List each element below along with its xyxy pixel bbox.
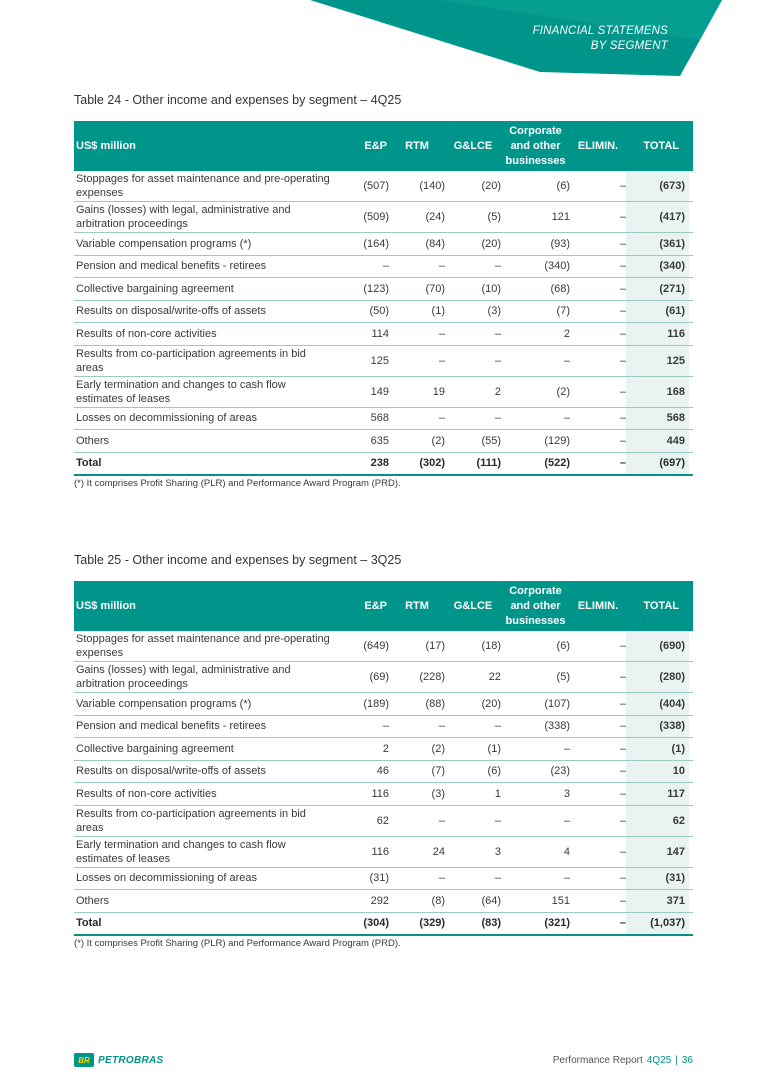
cell-rtm: – [438, 327, 445, 340]
page-number: 36 [681, 1055, 693, 1066]
cell-elim: – [619, 434, 626, 447]
cell-elim: – [619, 872, 626, 885]
cell-corp: (107) [544, 697, 570, 710]
cell-glce: (20) [481, 697, 501, 710]
cell-rtm: – [438, 720, 445, 733]
cell-corp: (23) [550, 765, 570, 778]
table-row [74, 806, 693, 837]
cell-elim: – [619, 354, 626, 367]
total-row [74, 913, 693, 936]
cell-ep: 635 [370, 434, 389, 447]
header-label: US$ million [76, 139, 136, 152]
total-corp: (522) [544, 457, 570, 469]
cell-corp: 121 [551, 211, 570, 223]
cell-corp: (338) [544, 720, 570, 733]
cell-corp: (6) [556, 180, 570, 192]
table-row [74, 761, 693, 784]
cell-rtm: 24 [432, 845, 445, 858]
header-elimin: ELIMIN. [577, 139, 619, 152]
section-title-line2: BY SEGMENT [590, 40, 668, 52]
table-row [74, 256, 693, 279]
page-footer [553, 1055, 693, 1066]
cell-corp: 151 [551, 894, 570, 907]
row-label: Losses on decommissioning of areas [76, 412, 257, 425]
cell-corp: 2 [563, 327, 570, 340]
cell-corp: (6) [556, 640, 570, 652]
cell-ep: 62 [376, 814, 389, 827]
total-glce: (111) [476, 457, 501, 469]
cell-ep: 125 [370, 354, 389, 367]
row-label: Gains (losses) with legal, administrative and arbitration proceedings [76, 204, 291, 230]
cell-total: 62 [626, 806, 689, 836]
cell-corp: 4 [563, 845, 570, 858]
row-label: Results on disposal/write-offs of assets [76, 305, 266, 318]
cell-ep: (50) [369, 305, 389, 318]
cell-ep: 292 [370, 894, 389, 907]
section-title [533, 24, 668, 54]
cell-corp: (340) [544, 260, 570, 273]
cell-rtm: (8) [431, 894, 445, 907]
table-row [74, 377, 693, 408]
total-label: Total [76, 457, 102, 469]
table-25-footnote: (*) It comprises Profit Sharing (PLR) and Performance Award Program (PRD). [74, 938, 401, 949]
header-glce: G&LCE [453, 599, 493, 612]
header-total: TOTAL [643, 139, 679, 152]
cell-ep: (509) [363, 211, 389, 223]
logo-mark: BR [74, 1053, 94, 1067]
cell-glce: 2 [494, 385, 501, 398]
table-row [74, 202, 693, 233]
cell-glce: – [494, 354, 501, 367]
header-glce: G&LCE [453, 139, 493, 152]
header-ep: E&P [364, 599, 387, 612]
row-label: Losses on decommissioning of areas [76, 872, 257, 885]
logo-text: PETROBRAS [98, 1054, 164, 1066]
petrobras-logo [74, 1053, 163, 1067]
cell-elim: – [619, 211, 626, 223]
cell-total: (1) [626, 738, 689, 760]
table-header [74, 121, 693, 171]
report-quarter: 4Q25 [646, 1055, 672, 1066]
table-row [74, 716, 693, 739]
cell-corp: – [563, 412, 570, 425]
table-row [74, 171, 693, 202]
cell-total: (673) [626, 171, 689, 201]
cell-glce: – [494, 720, 501, 733]
cell-glce: – [494, 260, 501, 273]
cell-ep: 114 [371, 327, 389, 340]
cell-corp: – [563, 872, 570, 885]
table-25 [74, 581, 693, 936]
cell-corp: – [563, 814, 570, 827]
cell-glce: (3) [487, 305, 501, 318]
total-rtm: (329) [419, 917, 445, 929]
cell-elim: – [619, 640, 626, 652]
cell-total: (404) [626, 693, 689, 715]
cell-rtm: (140) [419, 180, 445, 192]
cell-ep: – [382, 720, 389, 733]
row-label: Results from co-participation agreements in bid areas [76, 347, 306, 374]
cell-ep: (69) [369, 671, 389, 683]
cell-elim: – [619, 814, 626, 827]
cell-elim: – [619, 742, 626, 755]
cell-total: 125 [626, 346, 689, 376]
row-label: Collective bargaining agreement [76, 742, 234, 755]
cell-elim: – [619, 237, 626, 250]
cell-ep: (31) [369, 872, 389, 885]
table-row [74, 693, 693, 716]
cell-glce: (20) [481, 237, 501, 250]
row-label: Collective bargaining agreement [76, 282, 234, 295]
cell-corp: – [563, 354, 570, 367]
table-row [74, 430, 693, 453]
cell-total: 568 [626, 408, 689, 430]
table-header [74, 581, 693, 631]
total-elim: – [619, 457, 626, 469]
footer-separator: | [675, 1055, 678, 1066]
cell-total: (417) [626, 202, 689, 232]
table-row [74, 233, 693, 256]
cell-corp: (5) [556, 671, 570, 683]
header-rtm: RTM [405, 599, 429, 612]
row-label: Results of non-core activities [76, 787, 217, 800]
cell-elim: – [619, 327, 626, 340]
row-label: Gains (losses) with legal, administrative and arbitration proceedings [76, 664, 291, 690]
total-glce: (83) [481, 917, 501, 929]
row-label: Results of non-core activities [76, 327, 217, 340]
total-corp: (321) [544, 917, 570, 929]
cell-ep: (507) [363, 180, 389, 192]
cell-elim: – [619, 385, 626, 398]
cell-rtm: – [438, 872, 445, 885]
cell-rtm: – [438, 354, 445, 367]
row-label: Variable compensation programs (*) [76, 697, 252, 710]
cell-rtm: (84) [425, 237, 445, 250]
cell-elim: – [619, 720, 626, 733]
cell-rtm: (24) [425, 211, 445, 223]
cell-glce: 3 [494, 845, 501, 858]
cell-rtm: (2) [431, 434, 445, 447]
table-24-title: Table 24 - Other income and expenses by segment – 4Q25 [74, 93, 402, 107]
cell-total: 147 [626, 837, 689, 867]
table-24-footnote: (*) It comprises Profit Sharing (PLR) and Performance Award Program (PRD). [74, 478, 401, 489]
cell-total: (61) [626, 301, 689, 323]
cell-rtm: – [438, 412, 445, 425]
header-rtm: RTM [405, 139, 429, 152]
cell-ep: 2 [382, 742, 389, 755]
table-row [74, 408, 693, 431]
header-total: TOTAL [643, 599, 679, 612]
report-name: Performance Report [552, 1055, 643, 1066]
cell-rtm: (3) [431, 787, 445, 800]
cell-elim: – [619, 787, 626, 800]
section-title-line1: FINANCIAL STATEMENS [532, 25, 668, 37]
cell-rtm: (17) [425, 640, 445, 652]
cell-total: (280) [626, 662, 689, 692]
cell-glce: – [494, 872, 501, 885]
cell-glce: 22 [488, 671, 501, 683]
cell-glce: (20) [481, 180, 501, 192]
total-total: (1,037) [626, 913, 689, 934]
cell-total: (361) [626, 233, 689, 255]
cell-ep: 568 [370, 412, 389, 425]
row-label: Stoppages for asset maintenance and pre-operating expenses [76, 633, 330, 659]
table-row [74, 837, 693, 868]
cell-total: (271) [626, 278, 689, 300]
cell-corp: (2) [556, 385, 570, 398]
cell-ep: (123) [363, 282, 389, 295]
header-ep: E&P [364, 139, 387, 152]
row-label: Early termination and changes to cash flow estimates of leases [76, 378, 286, 405]
table-25-title: Table 25 - Other income and expenses by segment – 3Q25 [74, 553, 402, 567]
cell-ep: 149 [370, 385, 389, 398]
row-label: Variable compensation programs (*) [76, 237, 252, 250]
table-row [74, 323, 693, 346]
cell-elim: – [619, 305, 626, 318]
header-banner [0, 0, 766, 90]
cell-total: (340) [626, 256, 689, 278]
cell-corp: 3 [563, 787, 570, 800]
total-row [74, 453, 693, 476]
cell-glce: (18) [481, 640, 501, 652]
cell-glce: (64) [481, 894, 501, 907]
cell-elim: – [619, 412, 626, 425]
row-label: Results on disposal/write-offs of assets [76, 765, 266, 778]
cell-ep: 116 [371, 845, 389, 858]
cell-total: (338) [626, 716, 689, 738]
cell-corp: (129) [544, 434, 570, 447]
row-label: Pension and medical benefits - retirees [76, 260, 267, 273]
table-24 [74, 121, 693, 476]
row-label: Early termination and changes to cash flow estimates of leases [76, 838, 286, 865]
total-ep: (304) [363, 917, 389, 929]
cell-total: (690) [626, 631, 689, 661]
cell-rtm: (70) [425, 282, 445, 295]
total-elim: – [619, 917, 626, 929]
cell-rtm: (228) [419, 671, 445, 683]
header-corporate: Corporate and other businesses [505, 584, 566, 627]
table-row [74, 301, 693, 324]
cell-elim: – [619, 260, 626, 273]
cell-total: 449 [626, 430, 689, 452]
cell-elim: – [619, 282, 626, 295]
row-label: Results from co-participation agreements in bid areas [76, 807, 306, 834]
cell-elim: – [619, 180, 626, 192]
table-row [74, 278, 693, 301]
table-row [74, 890, 693, 913]
header-corporate: Corporate and other businesses [505, 124, 566, 167]
cell-rtm: – [438, 814, 445, 827]
cell-ep: (164) [363, 237, 389, 250]
cell-total: 116 [626, 323, 689, 345]
cell-elim: – [619, 765, 626, 778]
cell-rtm: – [438, 260, 445, 273]
cell-total: 371 [626, 890, 689, 912]
cell-ep: (189) [363, 697, 389, 710]
total-rtm: (302) [419, 457, 445, 469]
cell-glce: – [494, 412, 501, 425]
total-label: Total [76, 917, 102, 929]
cell-corp: (68) [550, 282, 570, 295]
cell-rtm: (1) [431, 305, 445, 318]
cell-elim: – [619, 894, 626, 907]
cell-ep: 116 [371, 787, 389, 800]
cell-total: 117 [626, 783, 689, 805]
cell-elim: – [619, 845, 626, 858]
cell-glce: (1) [487, 742, 501, 755]
cell-total: 168 [626, 377, 689, 407]
cell-glce: (10) [481, 282, 501, 295]
cell-rtm: 19 [432, 385, 445, 398]
cell-corp: – [563, 742, 570, 755]
cell-elim: – [619, 697, 626, 710]
cell-corp: (7) [556, 305, 570, 318]
table-row [74, 738, 693, 761]
total-total: (697) [626, 453, 689, 474]
cell-ep: (649) [363, 640, 389, 652]
header-label: US$ million [76, 599, 136, 612]
row-label: Others [76, 894, 110, 907]
cell-ep: 46 [376, 765, 389, 778]
cell-glce: (6) [487, 765, 501, 778]
cell-corp: (93) [550, 237, 570, 250]
header-elimin: ELIMIN. [577, 599, 619, 612]
table-row [74, 783, 693, 806]
table-row [74, 346, 693, 377]
cell-ep: – [382, 260, 389, 273]
table-row [74, 631, 693, 662]
row-label: Stoppages for asset maintenance and pre-operating expenses [76, 173, 330, 199]
cell-total: 10 [626, 761, 689, 783]
cell-glce: (55) [481, 434, 501, 447]
cell-glce: (5) [487, 211, 501, 223]
cell-rtm: (2) [431, 742, 445, 755]
cell-glce: – [494, 814, 501, 827]
cell-rtm: (88) [425, 697, 445, 710]
cell-elim: – [619, 671, 626, 683]
row-label: Others [76, 434, 110, 447]
table-row [74, 868, 693, 891]
cell-glce: – [494, 327, 501, 340]
table-row [74, 662, 693, 693]
cell-rtm: (7) [431, 765, 445, 778]
cell-glce: 1 [494, 787, 501, 800]
total-ep: 238 [370, 457, 389, 469]
cell-total: (31) [626, 868, 689, 890]
row-label: Pension and medical benefits - retirees [76, 720, 267, 733]
